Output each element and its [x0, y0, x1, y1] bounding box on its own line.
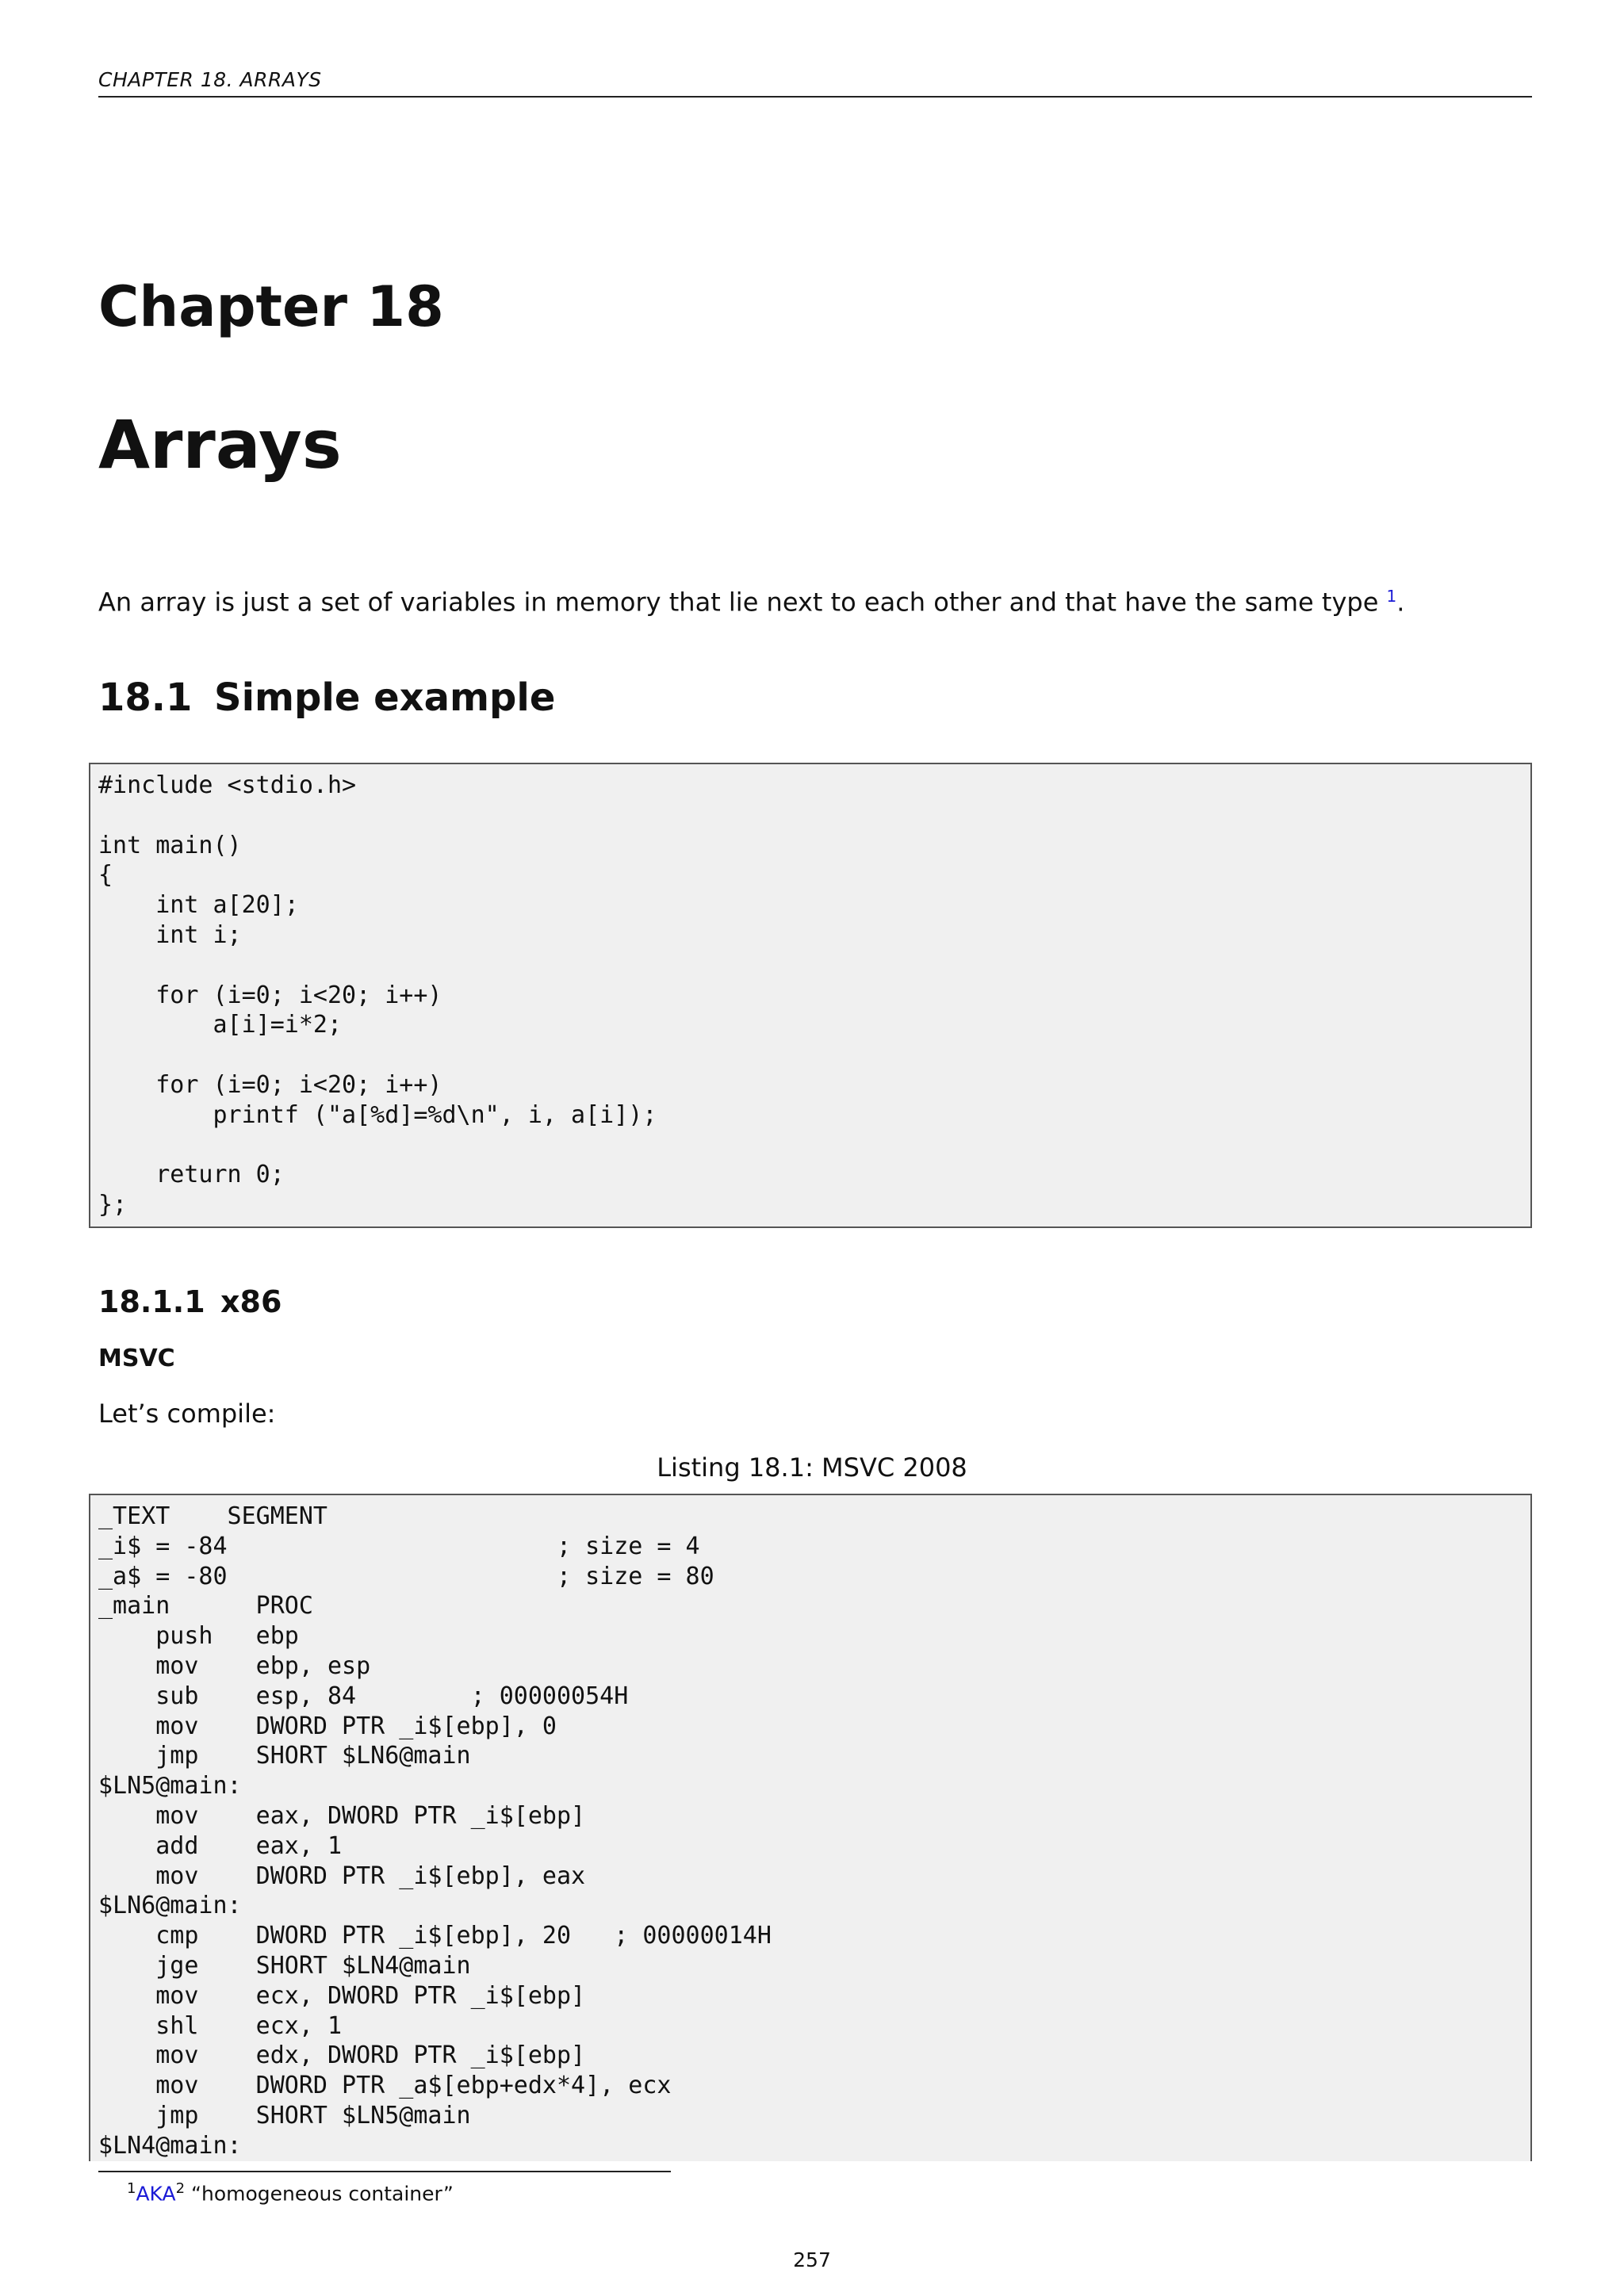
footnote — [127, 2180, 454, 2205]
code-line — [98, 801, 1522, 831]
footnote-ref-link[interactable]: 1 — [1386, 587, 1397, 606]
chapter-label: Chapter 18 — [98, 274, 444, 339]
code-line: push ebp — [98, 1622, 299, 1651]
code-line: $LN6@main: — [98, 1892, 242, 1920]
code-line: sub esp, 84 ; 00000054H — [98, 1682, 629, 1710]
page-number: 257 — [793, 2248, 831, 2271]
lead-text: Let’s compile: — [98, 1399, 276, 1429]
asm-code-listing — [89, 1494, 1532, 2161]
footnote-number: 1 — [127, 2180, 136, 2197]
chapter-title: Arrays — [98, 406, 342, 484]
code-line: int a[20]; — [98, 891, 299, 920]
code-line: cmp DWORD PTR _i$[ebp], 20 ; 00000014H — [98, 1922, 772, 1950]
code-line: #include <stdio.h> — [98, 771, 357, 799]
subsection-title: x86 — [220, 1284, 282, 1319]
code-line — [98, 951, 1522, 981]
code-line — [98, 1131, 1522, 1161]
code-line: int main() — [98, 831, 242, 859]
section-heading — [98, 675, 555, 720]
code-line: mov DWORD PTR _a$[ebp+edx*4], ecx — [98, 2072, 672, 2100]
code-line: _main PROC — [98, 1592, 313, 1621]
code-line: add eax, 1 — [98, 1831, 343, 1860]
code-line: mov DWORD PTR _i$[ebp], eax — [98, 1862, 586, 1890]
code-line: mov eax, DWORD PTR _i$[ebp] — [98, 1801, 586, 1830]
running-header: CHAPTER 18. ARRAYS — [98, 68, 1532, 98]
code-line — [98, 1040, 1522, 1070]
subsection-heading — [98, 1284, 282, 1319]
code-line: { — [98, 861, 113, 890]
footnote-ref-2[interactable]: 2 — [175, 2180, 186, 2197]
code-line: mov ecx, DWORD PTR _i$[ebp] — [98, 1981, 586, 2010]
code-line: jmp SHORT $LN6@main — [98, 1742, 471, 1770]
code-line: jge SHORT $LN4@main — [98, 1951, 471, 1980]
code-line: int i; — [98, 920, 242, 949]
listing-caption: Listing 18.1: MSVC 2008 — [657, 1452, 967, 1483]
section-number: 18.1 — [98, 675, 193, 720]
code-line: $LN5@main: — [98, 1772, 242, 1800]
footnote-rule — [98, 2171, 671, 2172]
paragraph-heading: MSVC — [98, 1345, 175, 1372]
code-line: }; — [98, 1191, 128, 1219]
intro-text: An array is just a set of variables in memory that lie next to each other and that have the same type — [98, 587, 1387, 618]
code-line: mov ebp, esp — [98, 1651, 371, 1680]
intro-paragraph — [98, 587, 1404, 618]
code-line: a[i]=i*2; — [98, 1011, 343, 1039]
footnote-text: “homogeneous container” — [185, 2182, 454, 2206]
code-line: return 0; — [98, 1161, 285, 1189]
c-code-listing — [89, 763, 1532, 1228]
code-line: for (i=0; i<20; i++) — [98, 1070, 442, 1099]
code-line: printf ("a[%d]=%d\n", i, a[i]); — [98, 1100, 657, 1129]
code-line: _TEXT SEGMENT — [98, 1502, 327, 1530]
intro-end: . — [1396, 587, 1405, 618]
code-line: mov edx, DWORD PTR _i$[ebp] — [98, 2042, 586, 2070]
code-line: _a$ = -80 ; size = 80 — [98, 1562, 714, 1590]
code-line: $LN4@main: — [98, 2131, 242, 2160]
code-line: jmp SHORT $LN5@main — [98, 2101, 471, 2130]
section-title: Simple example — [214, 675, 556, 720]
subsection-number: 18.1.1 — [98, 1284, 205, 1319]
code-line: for (i=0; i<20; i++) — [98, 981, 442, 1009]
code-line: shl ecx, 1 — [98, 2011, 343, 2040]
aka-link[interactable]: AKA — [136, 2182, 176, 2206]
code-line: _i$ = -84 ; size = 4 — [98, 1532, 700, 1560]
code-line: mov DWORD PTR _i$[ebp], 0 — [98, 1712, 557, 1740]
